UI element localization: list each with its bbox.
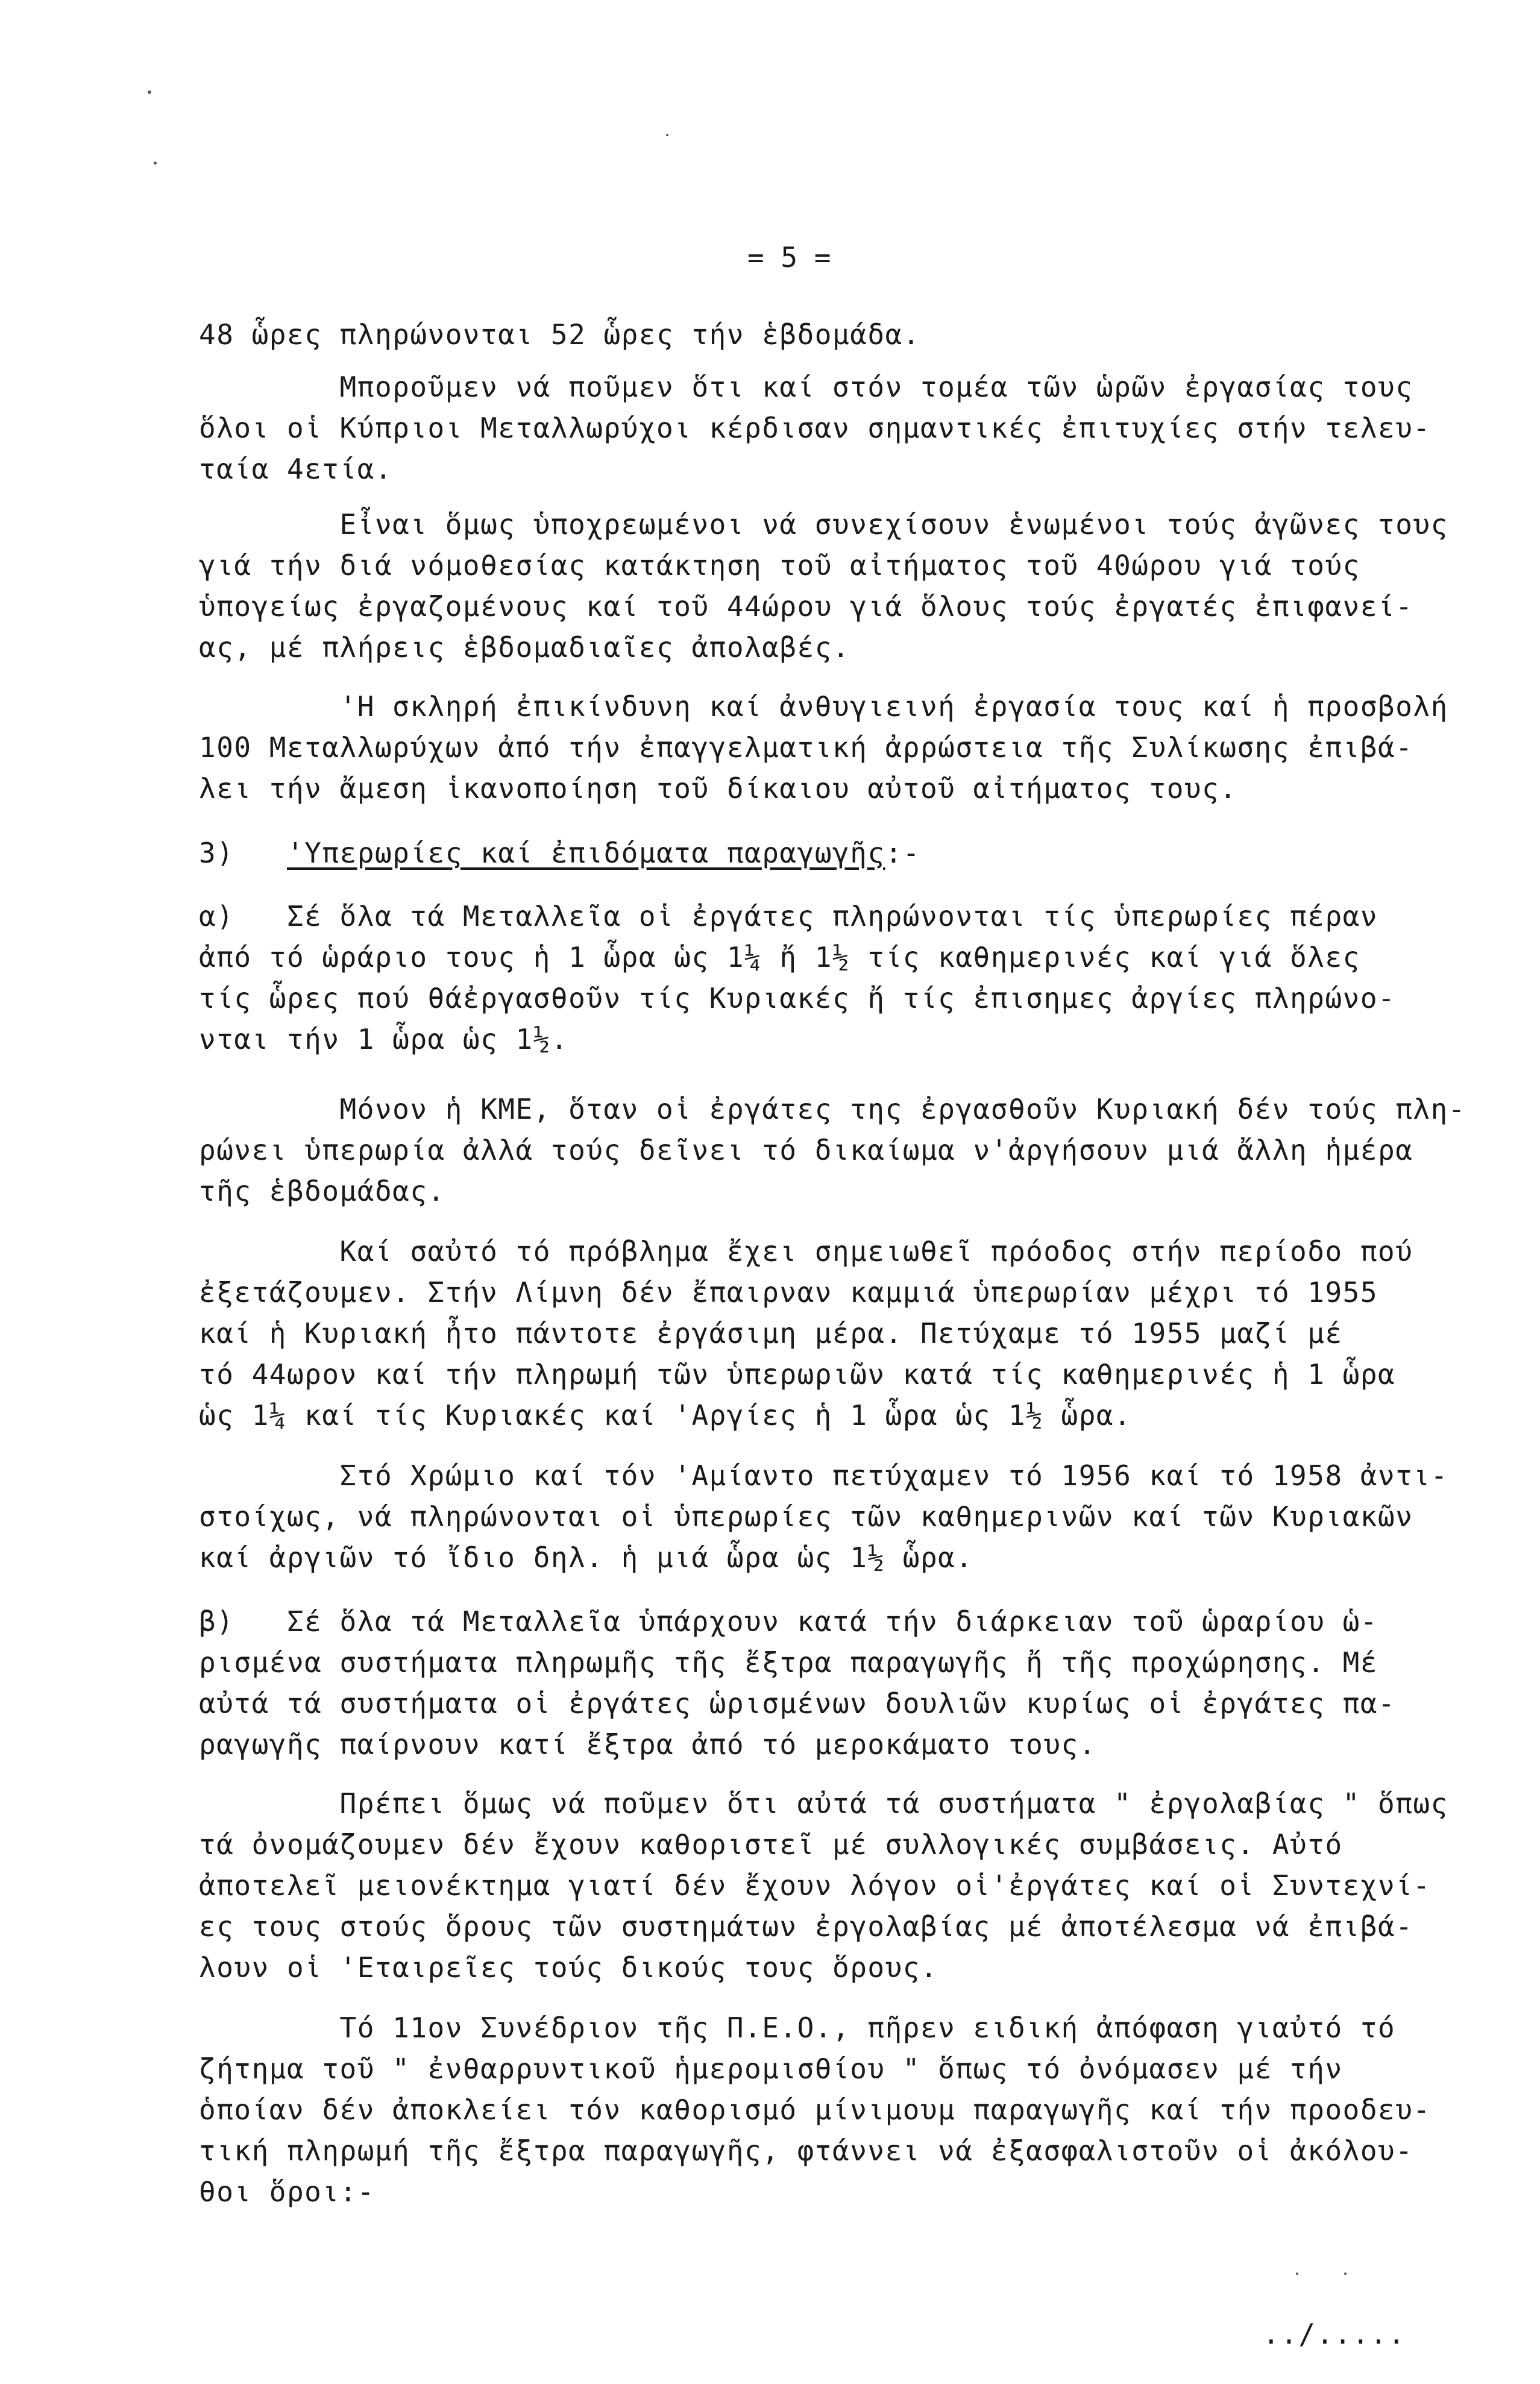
text-line: Καί σαὐτό τό πρόβλημα ἔχει σημειωθεῖ πρόοδος στήν περίοδο πού (199, 1235, 1413, 1268)
text-line: καί ἡ Κυριακή ἦτο πάντοτε ἐργάσιμη μέρα. Πετύχαμε τό 1955 μαζί μέ (199, 1317, 1343, 1350)
text-line: ες τους στούς ὅρους τῶν συστημάτων ἐργολαβίας μέ ἀποτέλεσμα νά ἐπιβά- (199, 1910, 1413, 1943)
continuation-mark: ../..... (1263, 2318, 1406, 2350)
scan-speck (666, 134, 668, 136)
text-line: τίς ὧρες πού θάἐργασθοῦν τίς Κυριακές ἤ τίς ἐπισημες ἀργίες πληρώνο- (199, 982, 1396, 1014)
text-line: ἀποτελεῖ μειονέκτημα γιατί δέν ἔχουν λόγον οἱ'ἐργάτες καί οἱ Συντεχνί- (199, 1869, 1431, 1902)
text-line: στοίχως, νά πληρώνονται οἱ ὑπερωρίες τῶν καθημερινῶν καί τῶν Κυριακῶν (199, 1500, 1413, 1533)
text-line: ταία 4ετία. (199, 453, 393, 485)
section-number: 3) (199, 837, 234, 869)
text-line: β) Σέ ὅλα τά Μεταλλεῖα ὑπάρχουν κατά τήν διάρκειαν τοῦ ὡραρίου ὡ- (199, 1605, 1378, 1638)
text-line: τά ὀνομάζουμεν δέν ἔχουν καθοριστεῖ μέ συλλογικές συμβάσεις. Αὐτό (199, 1828, 1343, 1861)
text-line: ρώνει ὑπερωρία ἀλλά τούς δεῖνει τό δικαίωμα ν'ἀργήσουν μιά ἄλλη ἡμέρα (199, 1134, 1413, 1166)
text-line: α) Σέ ὅλα τά Μεταλλεῖα οἱ ἐργάτες πληρώνονται τίς ὑπερωρίες πέραν (199, 900, 1378, 933)
text-line: ἐξετάζουμεν. Στήν Λίμνη δέν ἔπαιρναν καμμιά ὑπερωρίαν μέχρι τό 1955 (199, 1276, 1378, 1309)
text-line: νται τήν 1 ὧρα ὡς 1½. (199, 1023, 569, 1055)
text-line: Εἶναι ὅμως ὑποχρεωμένοι νά συνεχίσουν ἑνωμένοι τούς ἀγῶνες τους (199, 508, 1448, 541)
text-line: ὡς 1¼ καί τίς Κυριακές καί 'Αργίες ἡ 1 ὧρα ὡς 1½ ὧρα. (199, 1399, 1132, 1432)
text-line: ας, μέ πλήρεις ἑβδομαδιαῖες ἀπολαβές. (199, 631, 850, 664)
scan-speck (1296, 2272, 1298, 2275)
text-line: 100 Μεταλλωρύχων ἀπό τήν ἐπαγγελματική ἀρρώστεια τῆς Συλίκωσης ἐπιβά- (199, 731, 1413, 764)
text-line: τῆς ἑβδομάδας. (199, 1175, 445, 1207)
text-line: λουν οἱ 'Εταιρεῖες τούς δικούς τους ὅρους. (199, 1951, 938, 1984)
text-line: Μόνον ἡ ΚΜΕ, ὅταν οἱ ἐργάτες της ἐργασθοῦν Κυριακή δέν τούς πλη- (199, 1093, 1466, 1125)
text-line: ὁποίαν δέν ἀποκλείει τόν καθορισμό μίνιμουμ παραγωγῆς καί τήν προοδευ- (199, 2093, 1431, 2126)
text-line: ρισμένα συστήματα πληρωμῆς τῆς ἔξτρα παραγωγῆς ἤ τῆς προχώρησης. Μέ (199, 1646, 1378, 1679)
scan-speck (154, 162, 157, 165)
scan-speck (148, 90, 151, 94)
text-line: τική πληρωμή τῆς ἔξτρα παραγωγῆς, φτάννει νά ἐξασφαλιστοῦν οἱ ἀκόλου- (199, 2134, 1413, 2167)
text-line: Στό Χρώμιο καί τόν 'Αμίαντο πετύχαμεν τό 1956 καί τό 1958 ἀντι- (199, 1459, 1448, 1492)
text-line: Πρέπει ὅμως νά ποῦμεν ὅτι αὐτά τά συστήματα " ἐργολαβίας " ὅπως (199, 1787, 1448, 1820)
text-line: 'Η σκληρή ἐπικίνδυνη καί ἀνθυγιεινή ἐργασία τους καί ἡ προσβολή (199, 690, 1448, 723)
text-line: θοι ὅροι:- (199, 2175, 375, 2208)
section-suffix: :- (885, 837, 920, 869)
text-line: λει τήν ἄμεση ἱκανοποίηση τοῦ δίκαιου αὐτοῦ αἰτήματος τους. (199, 772, 1237, 805)
text-line: 48 ὧρες πληρώνονται 52 ὧρες τήν ἑβδομάδα. (199, 318, 920, 351)
section-heading (199, 835, 920, 871)
text-line: Τό 11ον Συνέδριον τῆς Π.Ε.Ο., πῆρεν ειδική ἀπόφαση γιαὐτό τό (199, 2011, 1396, 2044)
page-number: = 5 = (747, 241, 831, 274)
scan-speck (1344, 2272, 1347, 2275)
text-line: γιά τήν διά νόμοθεσίας κατάκτηση τοῦ αἰτήματος τοῦ 40ώρου γιά τούς (199, 549, 1360, 582)
text-line: ἀπό τό ὡράριο τους ἡ 1 ὧρα ὡς 1¼ ἤ 1½ τίς καθημερινές καί γιά ὅλες (199, 941, 1360, 973)
text-line: καί ἀργιῶν τό ἴδιο δηλ. ἡ μιά ὧρα ὡς 1½ ὧρα. (199, 1541, 973, 1574)
text-line: ὅλοι οἱ Κύπριοι Μεταλλωρύχοι κέρδισαν σημαντικές ἐπιτυχίες στήν τελευ- (199, 412, 1431, 444)
text-line: Μποροῦμεν νά ποῦμεν ὅτι καί στόν τομέα τῶν ὡρῶν ἐργασίας τους (199, 371, 1413, 403)
section-title: 'Υπερωρίες καί ἐπιδόματα παραγωγῆς (286, 837, 885, 869)
text-line: ζήτημα τοῦ " ἐνθαρρυντικοῦ ἡμερομισθίου " ὅπως τό ὀνόμασεν μέ τήν (199, 2052, 1343, 2085)
text-line: αὐτά τά συστήματα οἱ ἐργάτες ὡρισμένων δουλιῶν κυρίως οἱ ἐργάτες πα- (199, 1687, 1396, 1720)
text-line: ὑπογείως ἐργαζομένους καί τοῦ 44ώρου γιά ὅλους τούς ἐργατές ἐπιφανεί- (199, 590, 1413, 623)
text-line: τό 44ωρον καί τήν πληρωμή τῶν ὑπερωριῶν κατά τίς καθημερινές ἡ 1 ὧρα (199, 1358, 1396, 1391)
text-line: ραγωγῆς παίρνουν κατί ἔξτρα ἀπό τό μεροκάματο τους. (199, 1728, 1096, 1761)
